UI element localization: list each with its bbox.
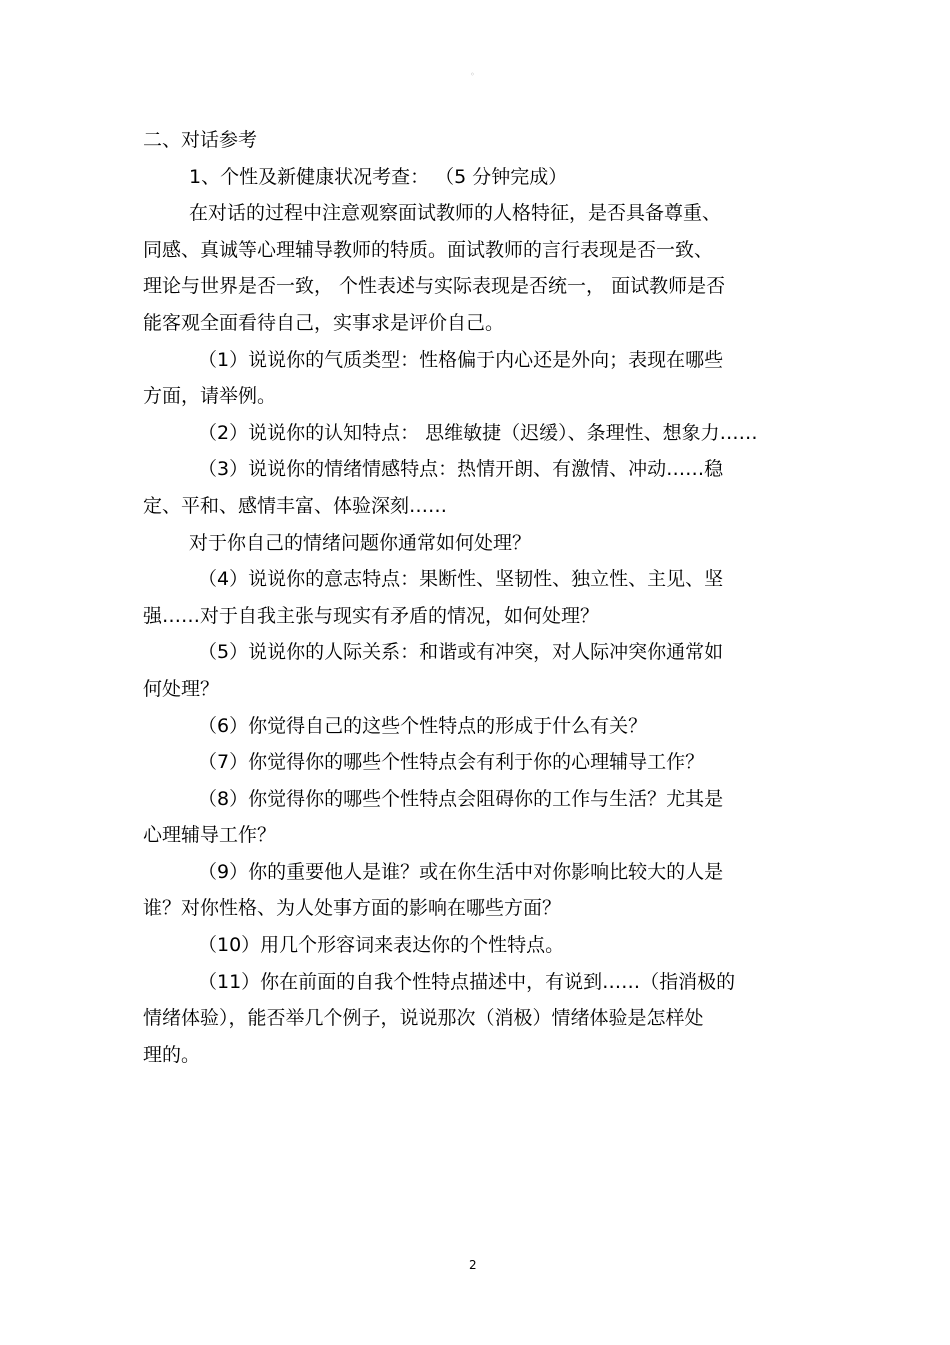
question-2-line: （2）说说你的认知特点： 思维敏捷（迟缓）、条理性、想象力…… xyxy=(198,421,758,444)
question-5-line: （5）说说你的人际关系：和谐或有冲突，对人际冲突你通常如 xyxy=(198,641,724,664)
question-3-line: （3）说说你的情绪情感特点：热情开朗、有激情、冲动……稳 xyxy=(198,458,724,481)
question-1-line: 方面，请举例。 xyxy=(143,385,277,408)
document-body xyxy=(143,122,803,1073)
question-5-line: 何处理？ xyxy=(143,677,220,700)
question-8-line: 心理辅导工作？ xyxy=(143,824,277,847)
question-8-line: （8）你觉得你的哪些个性特点会阻碍你的工作与生活？尤其是 xyxy=(198,787,724,810)
page-number: 2 xyxy=(469,1258,477,1272)
header-mark: ◦ xyxy=(470,70,475,79)
intro-line: 在对话的过程中注意观察面试教师的人格特征，是否具备尊重、 xyxy=(189,202,722,225)
subheading: 1、个性及新健康状况考查： （5 分钟完成） xyxy=(189,165,568,188)
question-9-line: （9）你的重要他人是谁？或在你生活中对你影响比较大的人是 xyxy=(198,860,724,883)
question-6-line: （6）你觉得自己的这些个性特点的形成于什么有关？ xyxy=(198,714,648,737)
question-1-line: （1）说说你的气质类型：性格偏于内心还是外向；表现在哪些 xyxy=(198,348,724,371)
intro-line: 同感、真诚等心理辅导教师的特质。面试教师的言行表现是否一致、 xyxy=(143,238,714,261)
question-11-line: 理的。 xyxy=(143,1043,201,1066)
question-7-line: （7）你觉得你的哪些个性特点会有利于你的心理辅导工作？ xyxy=(198,751,705,774)
intro-line: 能客观全面看待自己，实事求是评价自己。 xyxy=(143,311,505,334)
question-3-line: 定、平和、感情丰富、体验深刻…… xyxy=(143,494,448,517)
question-11-line: 情绪体验），能否举几个例子，说说那次（消极）情绪体验是怎样处 xyxy=(143,1007,704,1030)
intro-line: 理论与世界是否一致， 个性表述与实际表现是否统一， 面试教师是否 xyxy=(143,275,726,298)
question-4-line: （4）说说你的意志特点：果断性、坚韧性、独立性、主见、坚 xyxy=(198,568,724,591)
question-4-line: 强……对于自我主张与现实有矛盾的情况，如何处理？ xyxy=(143,604,600,627)
question-9-line: 谁？对你性格、为人处事方面的影响在哪些方面？ xyxy=(143,897,562,920)
question-10-line: （10）用几个形容词来表达你的个性特点。 xyxy=(198,934,565,957)
question-11-line: （11）你在前面的自我个性特点描述中，有说到……（指消极的 xyxy=(198,970,736,993)
question-3-followup: 对于你自己的情绪问题你通常如何处理？ xyxy=(189,531,532,554)
section-heading: 二、对话参考 xyxy=(143,129,258,151)
